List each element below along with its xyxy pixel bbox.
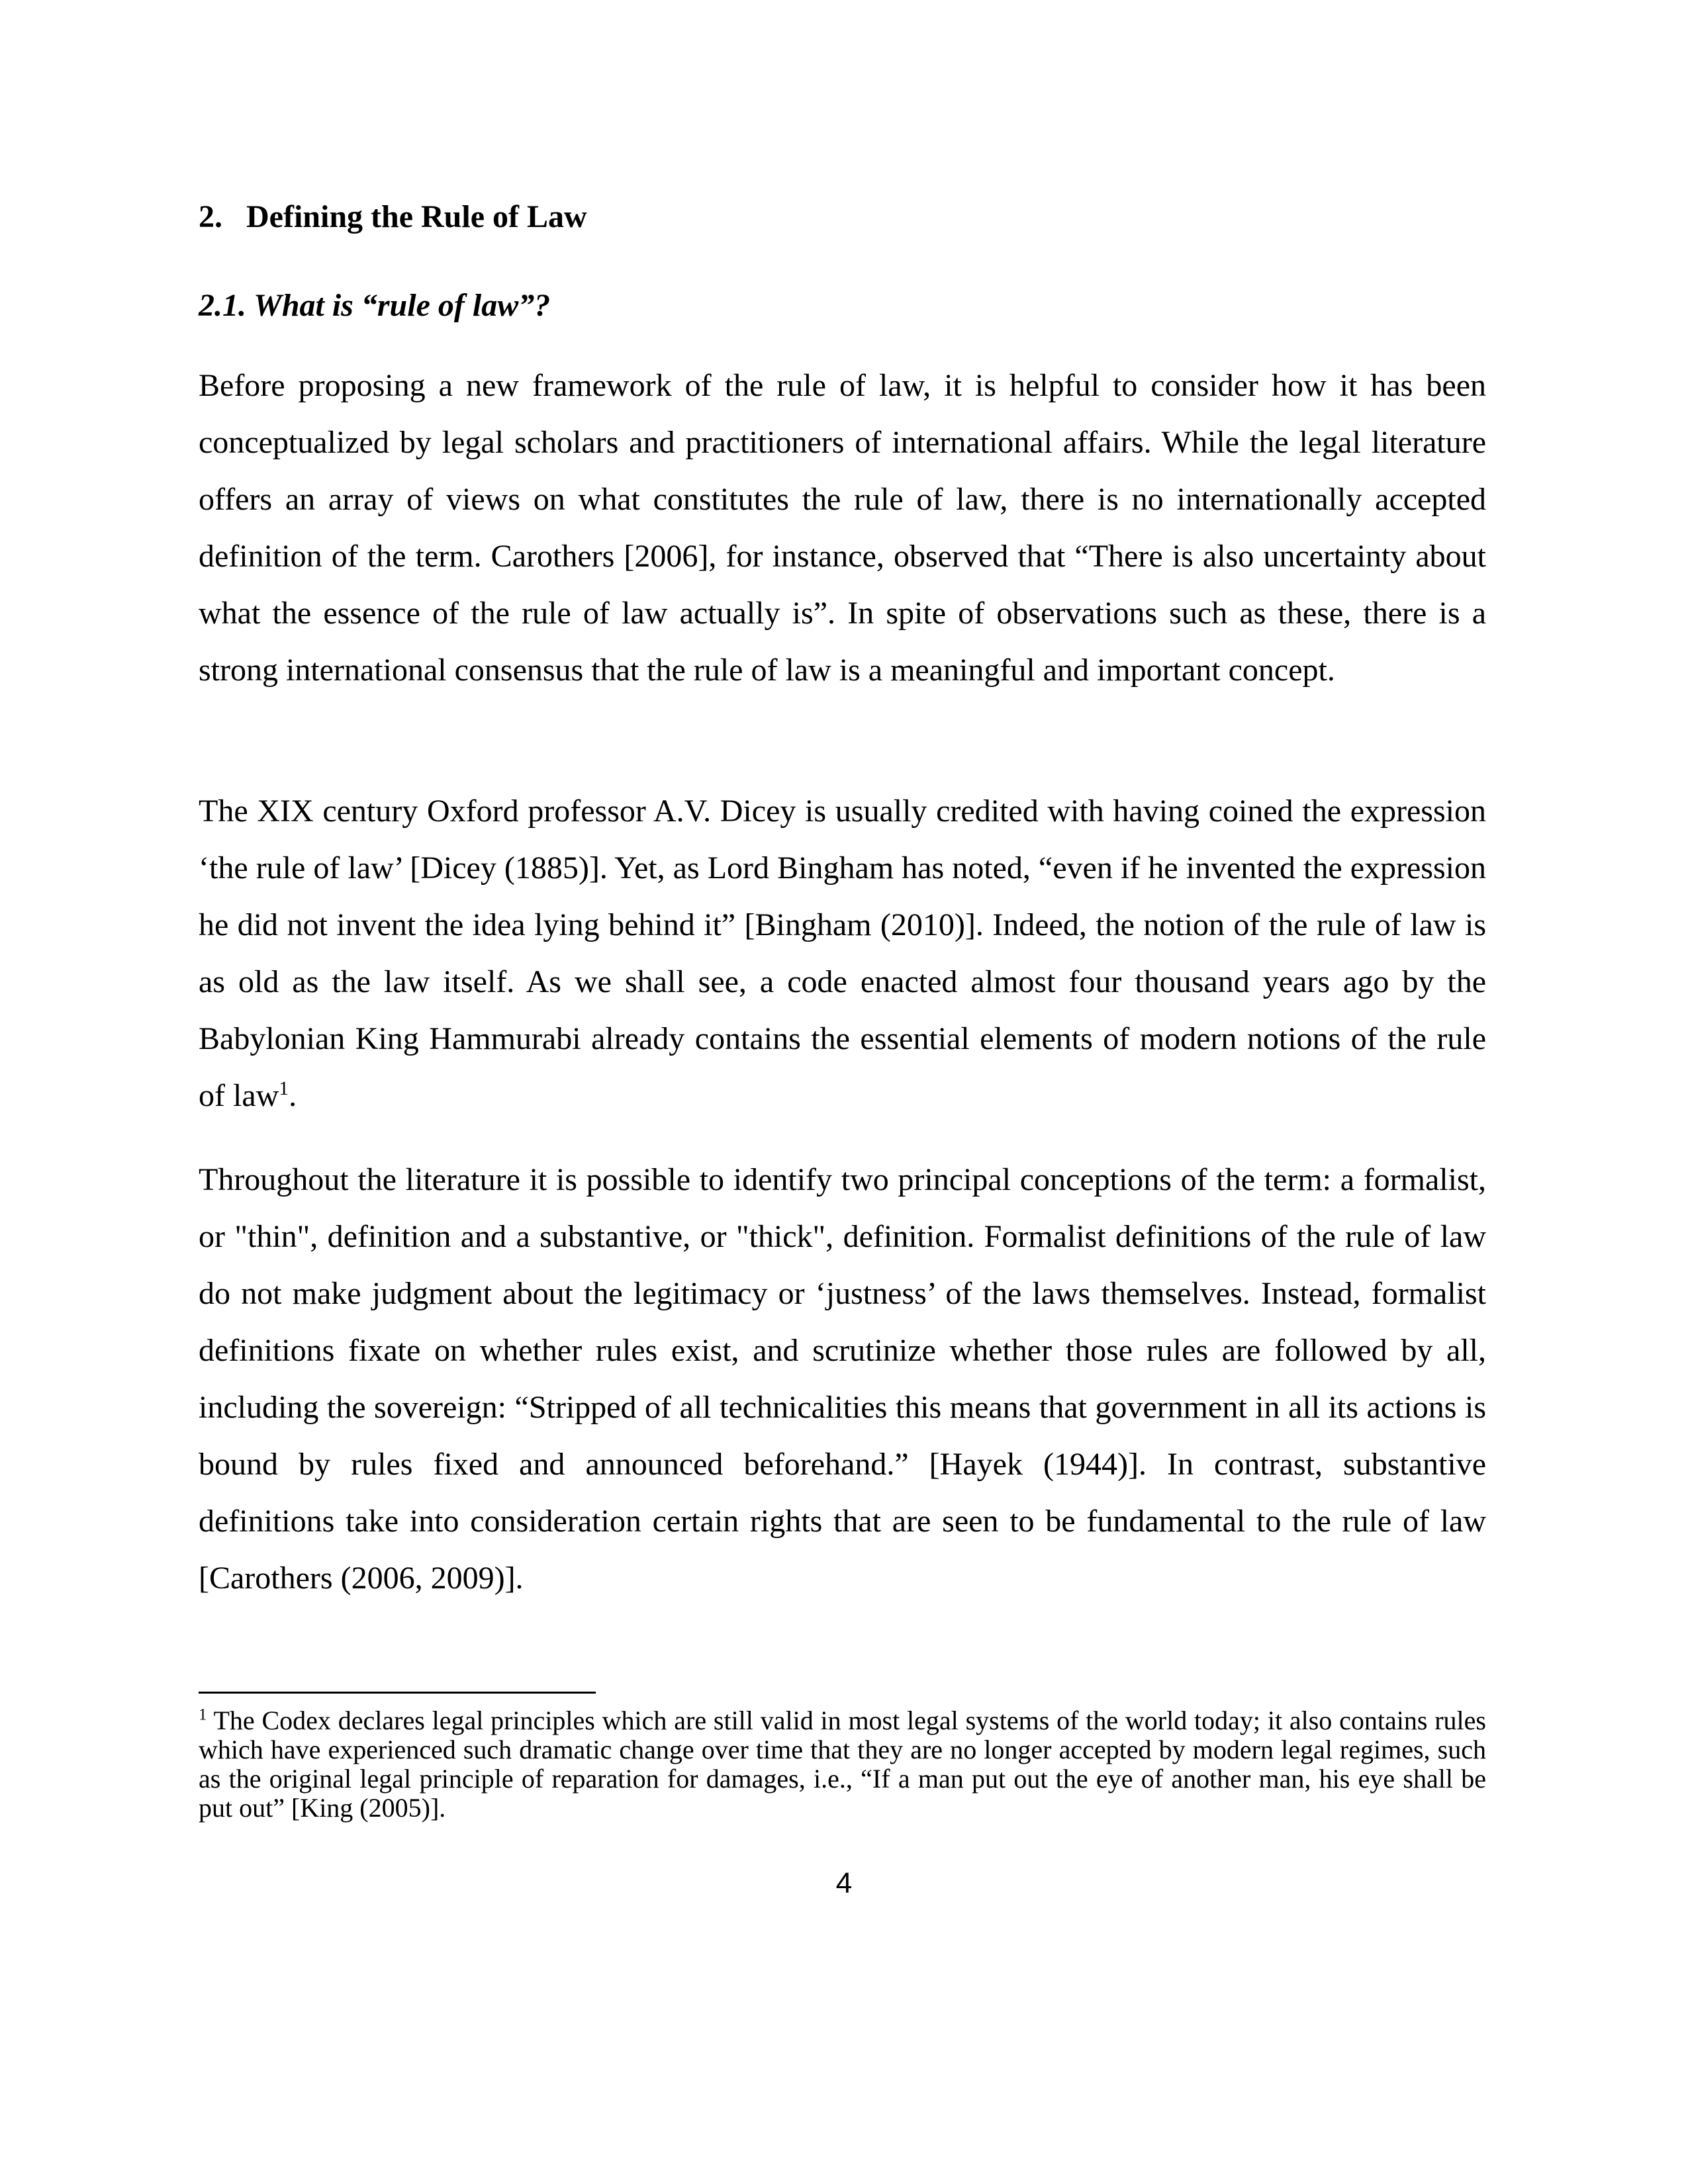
paragraph-text: The XIX century Oxford professor A.V. Dicey is usually credited with having coined the expression ‘the rule of law’ [Dicey (1885)]. Yet, as Lord Bingham has noted, “even if he invented the expression he did not invent the idea lying behind it” [Bingham (2010)]. Indeed, the notion of the rule of law is as old as the law itself. As we shall see, a code enacted almost four thousand years ago by the Babylonian King Hammurabi already contains the essential elements of modern notions of the rule of law (199, 794, 1486, 1113)
subsection-heading: 2.1. What is “rule of law”? (199, 288, 551, 323)
page-number: 4 (835, 1867, 853, 1899)
footnote-number: 1 (199, 1706, 207, 1724)
footnote-text: The Codex declares legal principles which are still valid in most legal systems of the world today; it also contains rules which have experienced such dramatic change over time that they are no longer accepted by modern legal regimes, such as the original legal principle of reparation for damages, i.e., “If a man put out the eye of another man, his eye shall be put out” [King (2005)]. (199, 1706, 1486, 1823)
footnote (199, 1706, 1486, 1823)
section-number: 2. (199, 199, 222, 234)
section-title: Defining the Rule of Law (246, 199, 587, 234)
footnote-divider (199, 1692, 596, 1694)
paragraph-tail: . (289, 1078, 297, 1113)
body-paragraph: Before proposing a new framework of the rule of law, it is helpful to consider how it has been conceptualized by legal scholars and practitioners of international affairs. While the legal literature offers an array of views on what constitutes the rule of law, there is no internationally accepted definition of the term. Carothers [2006], for instance, observed that “There is also uncertainty about what the essence of the rule of law actually is”. In spite of observations such as these, there is a strong international consensus that the rule of law is a meaningful and important concept. (199, 368, 1486, 688)
footnote-reference[interactable]: 1 (279, 1077, 289, 1099)
body-paragraph (199, 783, 1486, 1124)
body-paragraph: Throughout the literature it is possible to identify two principal conceptions of the term: a formalist, or "thin", definition and a substantive, or "thick", definition. Formalist definitions of the rule of law do not make judgment about the legitimacy or ‘justness’ of the laws themselves. Instead, formalist definitions fixate on whether rules exist, and scrutinize whether those rules are followed by all, including the sovereign: “Stripped of all technicalities this means that government in all its actions is bound by rules fixed and announced beforehand.” [Hayek (1944)]. In contrast, substantive definitions take into consideration certain rights that are seen to be fundamental to the rule of law [Carothers (2006, 2009)]. (199, 1162, 1486, 1596)
section-heading (199, 196, 587, 238)
